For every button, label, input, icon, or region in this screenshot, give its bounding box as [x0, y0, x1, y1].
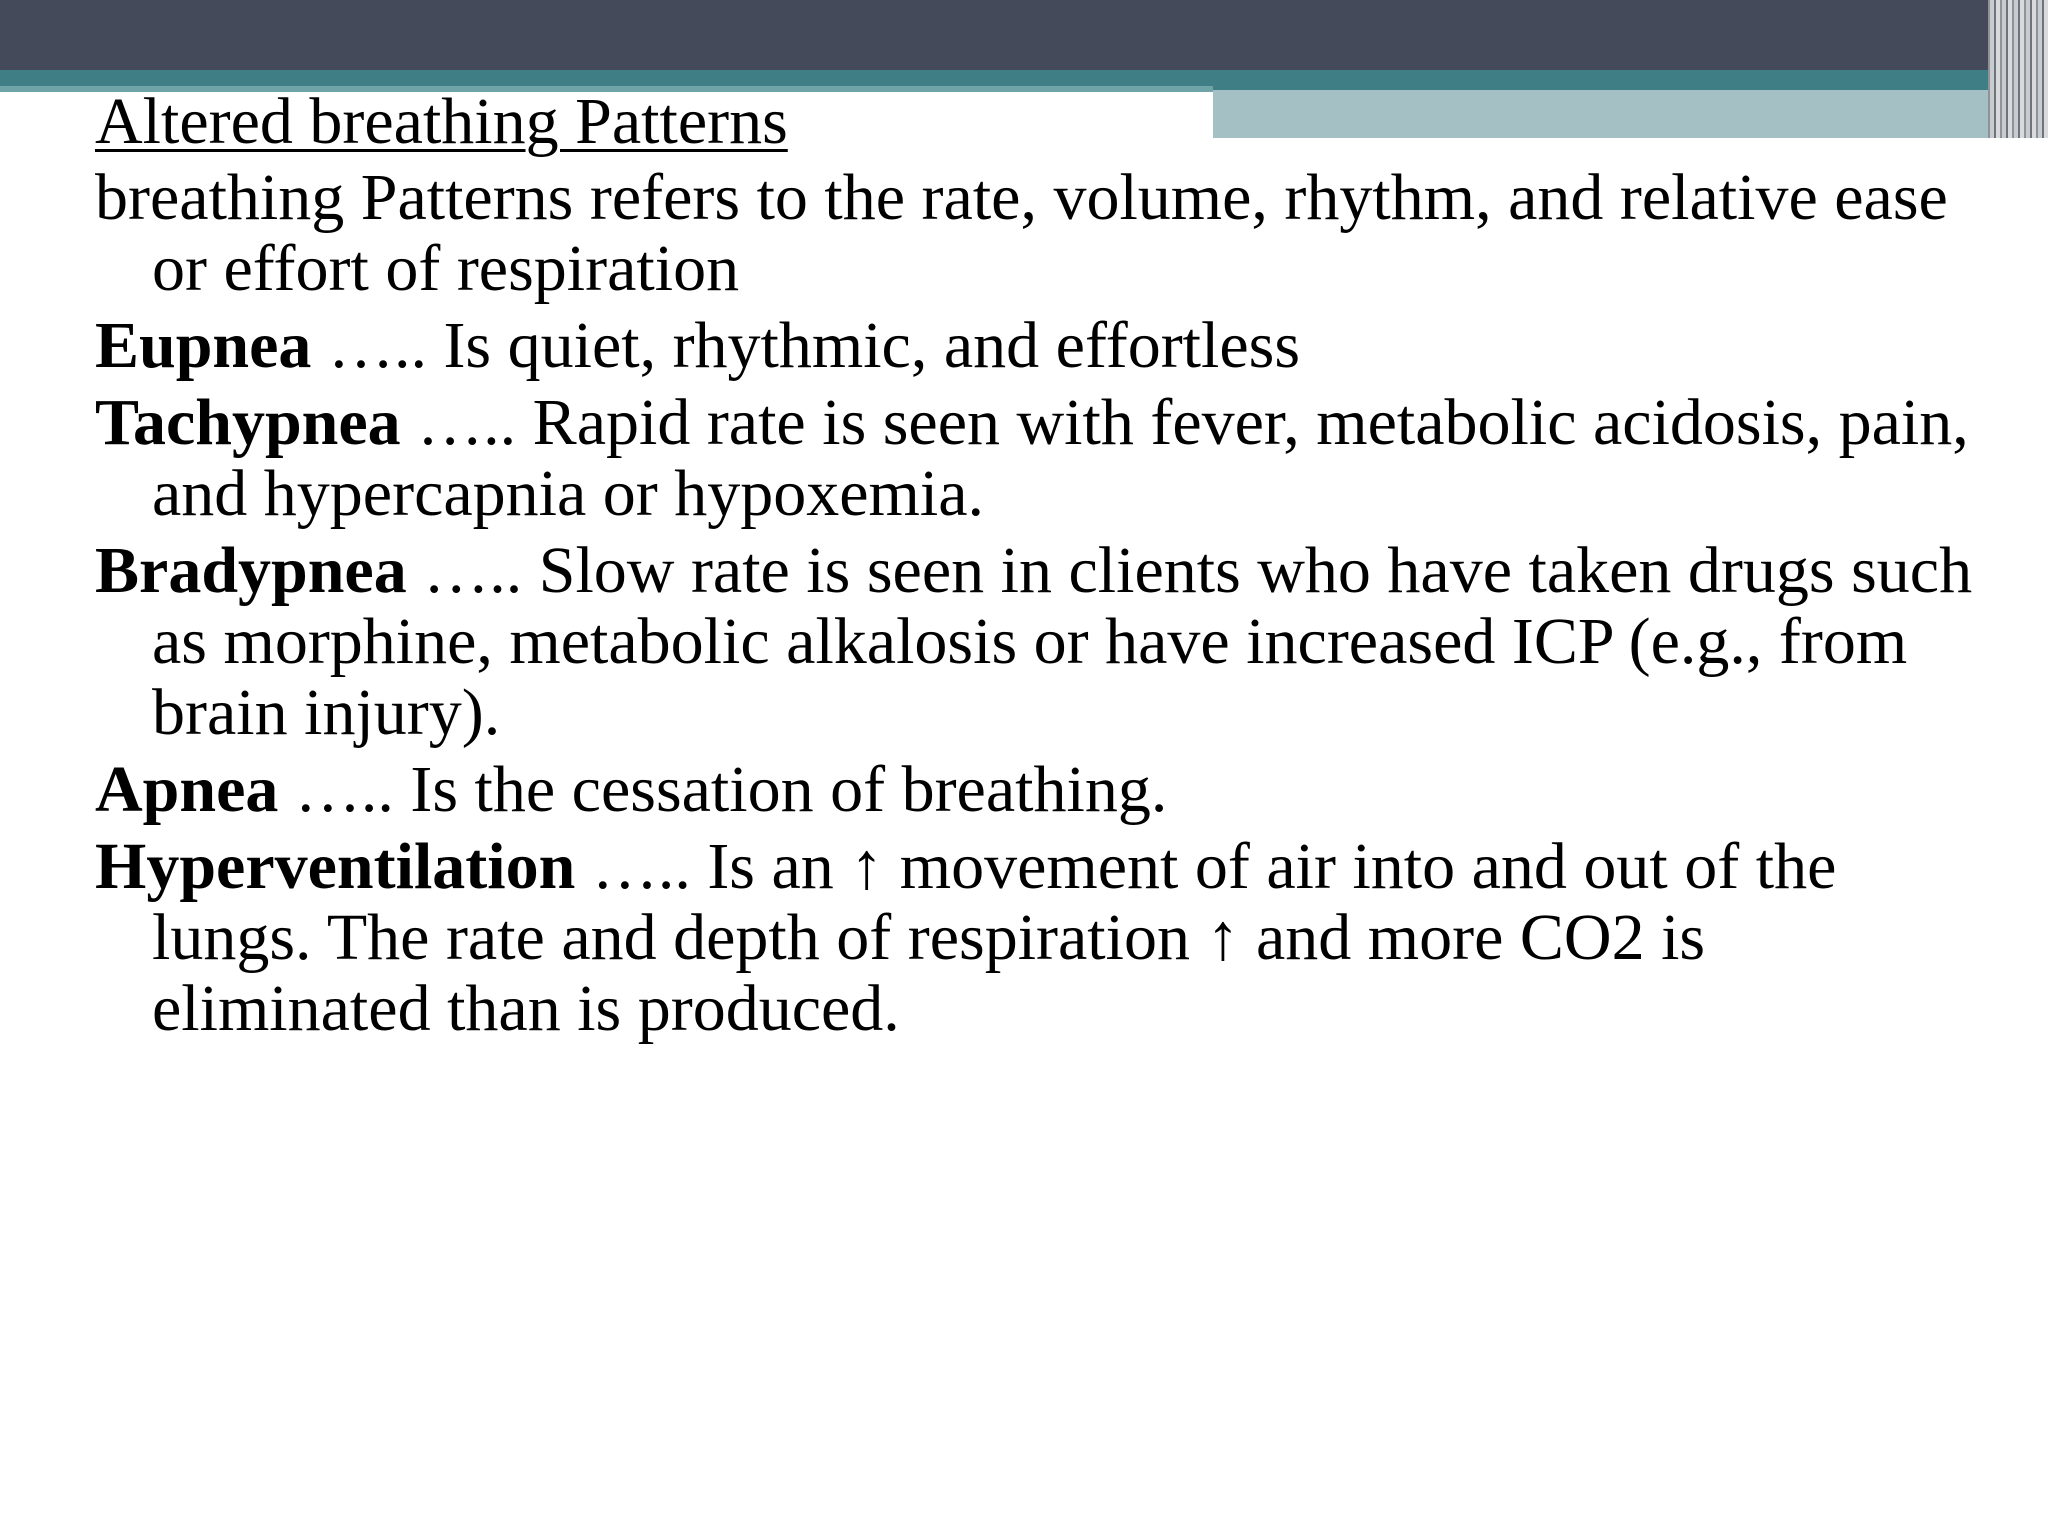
slide-title: Altered breathing Patterns: [95, 85, 788, 158]
definition-apnea: [95, 754, 1975, 825]
definition-eupnea: [95, 310, 1975, 381]
definition-text: Slow rate is seen in clients who have taken drugs such as morphine, metabolic alkalosis or have increased ICP (e.g., from brain injury).: [152, 534, 1973, 749]
definition-hyperventilation: [95, 831, 1975, 1044]
header-corner-stripes: [1988, 0, 2048, 138]
separator: …..: [575, 830, 708, 903]
term-label: Hyperventilation: [95, 830, 576, 903]
definition-text: Rapid rate is seen with fever, metabolic acidosis, pain, and hypercapnia or hypoxemia.: [152, 386, 1969, 530]
slide-body: [95, 84, 1975, 1044]
term-label: Bradypnea: [95, 534, 407, 607]
separator: …..: [400, 386, 533, 459]
separator: …..: [406, 534, 539, 607]
definition-text: Is an ↑ movement of air into and out of the lungs. The rate and depth of respiration ↑ and more CO2 is eliminated than is produced.: [152, 830, 1837, 1045]
term-label: Eupnea: [95, 309, 312, 382]
definition-bradypnea: [95, 535, 1975, 748]
definition-text: Is quiet, rhythmic, and effortless: [443, 309, 1301, 382]
definition-text: Is the cessation of breathing.: [410, 753, 1168, 826]
separator: …..: [278, 753, 411, 826]
term-label: Tachypnea: [95, 386, 401, 459]
definition-tachypnea: [95, 387, 1975, 529]
header-bar: [0, 0, 1988, 70]
term-label: Apnea: [95, 753, 279, 826]
intro-paragraph: breathing Patterns refers to the rate, volume, rhythm, and relative ease or effort of respiration: [95, 161, 1948, 305]
separator: …..: [311, 309, 444, 382]
